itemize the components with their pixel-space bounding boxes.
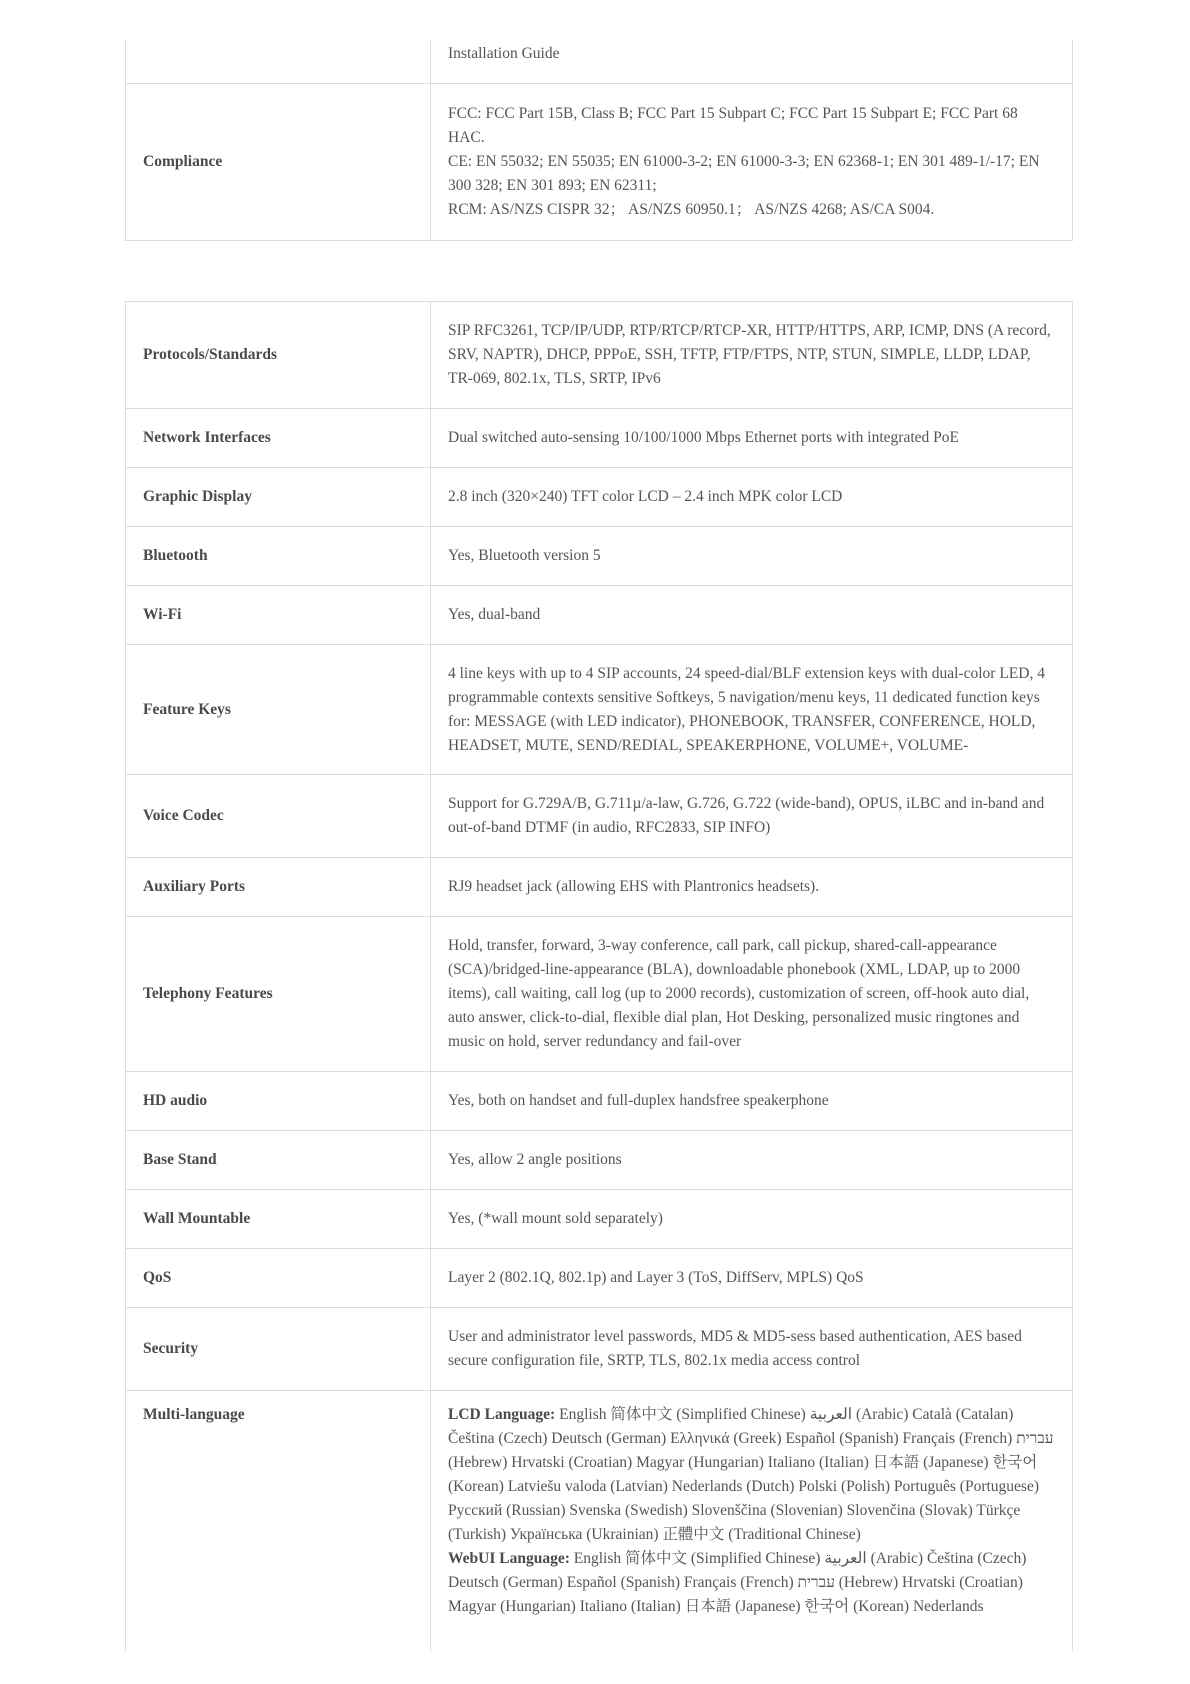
row-value: Yes, (*wall mount sold separately) bbox=[431, 1190, 1073, 1249]
row-label: Auxiliary Ports bbox=[126, 858, 431, 917]
row-label: Protocols/Standards bbox=[126, 302, 431, 409]
table-row bbox=[126, 1190, 1073, 1249]
lcd-language-text bbox=[448, 1403, 1056, 1547]
lcd-language-list: English 简体中文 (Simplified Chinese) العربية (Arabic) Català (Catalan) Čeština (Czech) Deutsch (German) Ελληνικά (Greek) Español (Spanish) Français (French) עברית (Hebrew) Hrvatski (Croatian) Magyar (Hungarian) Italiano (Italian) 日本語 (Japanese) 한국어 (Korean) Latviešu valoda (Latvian) Nederlands (Dutch) Polski (Polish) Português (Portuguese) Русский (Russian) Svenska (Swedish) Slovenščina (Slovenian) Slovenčina (Slovak) Türkçe (Turkish) Українська (Ukrainian) 正體中文 (Traditional Chinese) bbox=[448, 1406, 1054, 1543]
table-row bbox=[126, 83, 1073, 240]
row-value: Layer 2 (802.1Q, 802.1p) and Layer 3 (ToS, DiffServ, MPLS) QoS bbox=[431, 1249, 1073, 1308]
row-label: Telephony Features bbox=[126, 917, 431, 1072]
row-label: Compliance bbox=[126, 83, 431, 240]
row-label: Graphic Display bbox=[126, 468, 431, 527]
table-row bbox=[126, 775, 1073, 858]
row-label: Voice Codec bbox=[126, 775, 431, 858]
row-value: SIP RFC3261, TCP/IP/UDP, RTP/RTCP/RTCP-XR, HTTP/HTTPS, ARP, ICMP, DNS (A record, SRV, NAPTR), DHCP, PPPoE, SSH, TFTP, FTP/FTPS, NTP, STUN, SIMPLE, LLDP, LDAP, TR-069, 802.1x, TLS, SRTP, IPv6 bbox=[431, 302, 1073, 409]
table-row bbox=[126, 468, 1073, 527]
row-value: Yes, Bluetooth version 5 bbox=[431, 527, 1073, 586]
row-label: Security bbox=[126, 1308, 431, 1391]
row-value: Dual switched auto-sensing 10/100/1000 Mbps Ethernet ports with integrated PoE bbox=[431, 409, 1073, 468]
row-value: Yes, dual-band bbox=[431, 586, 1073, 645]
table-row bbox=[126, 586, 1073, 645]
row-value: RJ9 headset jack (allowing EHS with Plantronics headsets). bbox=[431, 858, 1073, 917]
value-line: RCM: AS/NZS CISPR 32； AS/NZS 60950.1； AS/NZS 4268; AS/CA S004. bbox=[448, 200, 935, 218]
table-row bbox=[126, 645, 1073, 775]
table-row bbox=[126, 1072, 1073, 1131]
table-row bbox=[126, 409, 1073, 468]
row-value: Support for G.729A/B, G.711µ/a-law, G.726, G.722 (wide-band), OPUS, iLBC and in-band and out-of-band DTMF (in audio, RFC2833, SIP INFO) bbox=[431, 775, 1073, 858]
row-value bbox=[431, 83, 1073, 240]
value-line: Installation Guide bbox=[448, 45, 560, 62]
row-label: Feature Keys bbox=[126, 645, 431, 775]
value-line: FCC: FCC Part 15B, Class B; FCC Part 15 Subpart C; FCC Part 15 Subpart E; FCC Part 68 HAC. bbox=[448, 104, 1018, 146]
row-label: Network Interfaces bbox=[126, 409, 431, 468]
table-row bbox=[126, 527, 1073, 586]
row-label: HD audio bbox=[126, 1072, 431, 1131]
table-row bbox=[126, 302, 1073, 409]
webui-language-text bbox=[448, 1547, 1056, 1619]
row-value: Yes, both on handset and full-duplex handsfree speakerphone bbox=[431, 1072, 1073, 1131]
row-value: 2.8 inch (320×240) TFT color LCD – 2.4 inch MPK color LCD bbox=[431, 468, 1073, 527]
row-label bbox=[126, 40, 431, 83]
table-row bbox=[126, 858, 1073, 917]
row-label: Bluetooth bbox=[126, 527, 431, 586]
specifications-table bbox=[125, 301, 1073, 1651]
value-line: CE: EN 55032; EN 55035; EN 61000-3-2; EN 61000-3-3; EN 62368-1; EN 301 489-1/-17; EN 300 328; EN 301 893; EN 62311; bbox=[448, 152, 1040, 194]
compliance-table bbox=[125, 40, 1073, 241]
row-value: Hold, transfer, forward, 3-way conference, call park, call pickup, shared-call-appearance (SCA)/bridged-line-appearance (BLA), downloadable phonebook (XML, LDAP, up to 2000 items), call waiting, call log (up to 2000 records), customization of screen, off-hook auto dial, auto answer, click-to-dial, flexible dial plan, Hot Desking, personalized music ringtones and music on hold, server redundancy and fail-over bbox=[431, 917, 1073, 1072]
row-value: User and administrator level passwords, MD5 & MD5-sess based authentication, AES based secure configuration file, SRTP, TLS, 802.1x media access control bbox=[431, 1308, 1073, 1391]
row-label: Wi-Fi bbox=[126, 586, 431, 645]
lcd-language-heading: LCD Language: bbox=[448, 1406, 556, 1423]
row-value: 4 line keys with up to 4 SIP accounts, 24 speed-dial/BLF extension keys with dual-color LED, 4 programmable contexts sensitive Softkeys, 5 navigation/menu keys, 11 dedicated function keys for: MESSAGE (with LED indicator), PHONEBOOK, TRANSFER, CONFERENCE, HOLD, HEADSET, MUTE, SEND/REDIAL, SPEAKERPHONE, VOLUME+, VOLUME- bbox=[431, 645, 1073, 775]
row-label: Multi-language bbox=[126, 1391, 431, 1651]
table-row bbox=[126, 1391, 1073, 1651]
row-label: Wall Mountable bbox=[126, 1190, 431, 1249]
row-value: Yes, allow 2 angle positions bbox=[431, 1131, 1073, 1190]
table-row bbox=[126, 40, 1073, 83]
table-row bbox=[126, 1249, 1073, 1308]
row-value bbox=[431, 40, 1073, 83]
table-row bbox=[126, 1308, 1073, 1391]
row-label: QoS bbox=[126, 1249, 431, 1308]
row-label: Base Stand bbox=[126, 1131, 431, 1190]
webui-language-heading: WebUI Language: bbox=[448, 1550, 570, 1567]
table-row bbox=[126, 1131, 1073, 1190]
webui-language-list: English 简体中文 (Simplified Chinese) العربية (Arabic) Čeština (Czech) Deutsch (German) Español (Spanish) Français (French) עברית (Hebrew) Hrvatski (Croatian) Magyar (Hungarian) Italiano (Italian) 日本語 (Japanese) 한국어 (Korean) Nederlands bbox=[448, 1550, 1027, 1615]
table-row bbox=[126, 917, 1073, 1072]
row-value bbox=[431, 1391, 1073, 1651]
